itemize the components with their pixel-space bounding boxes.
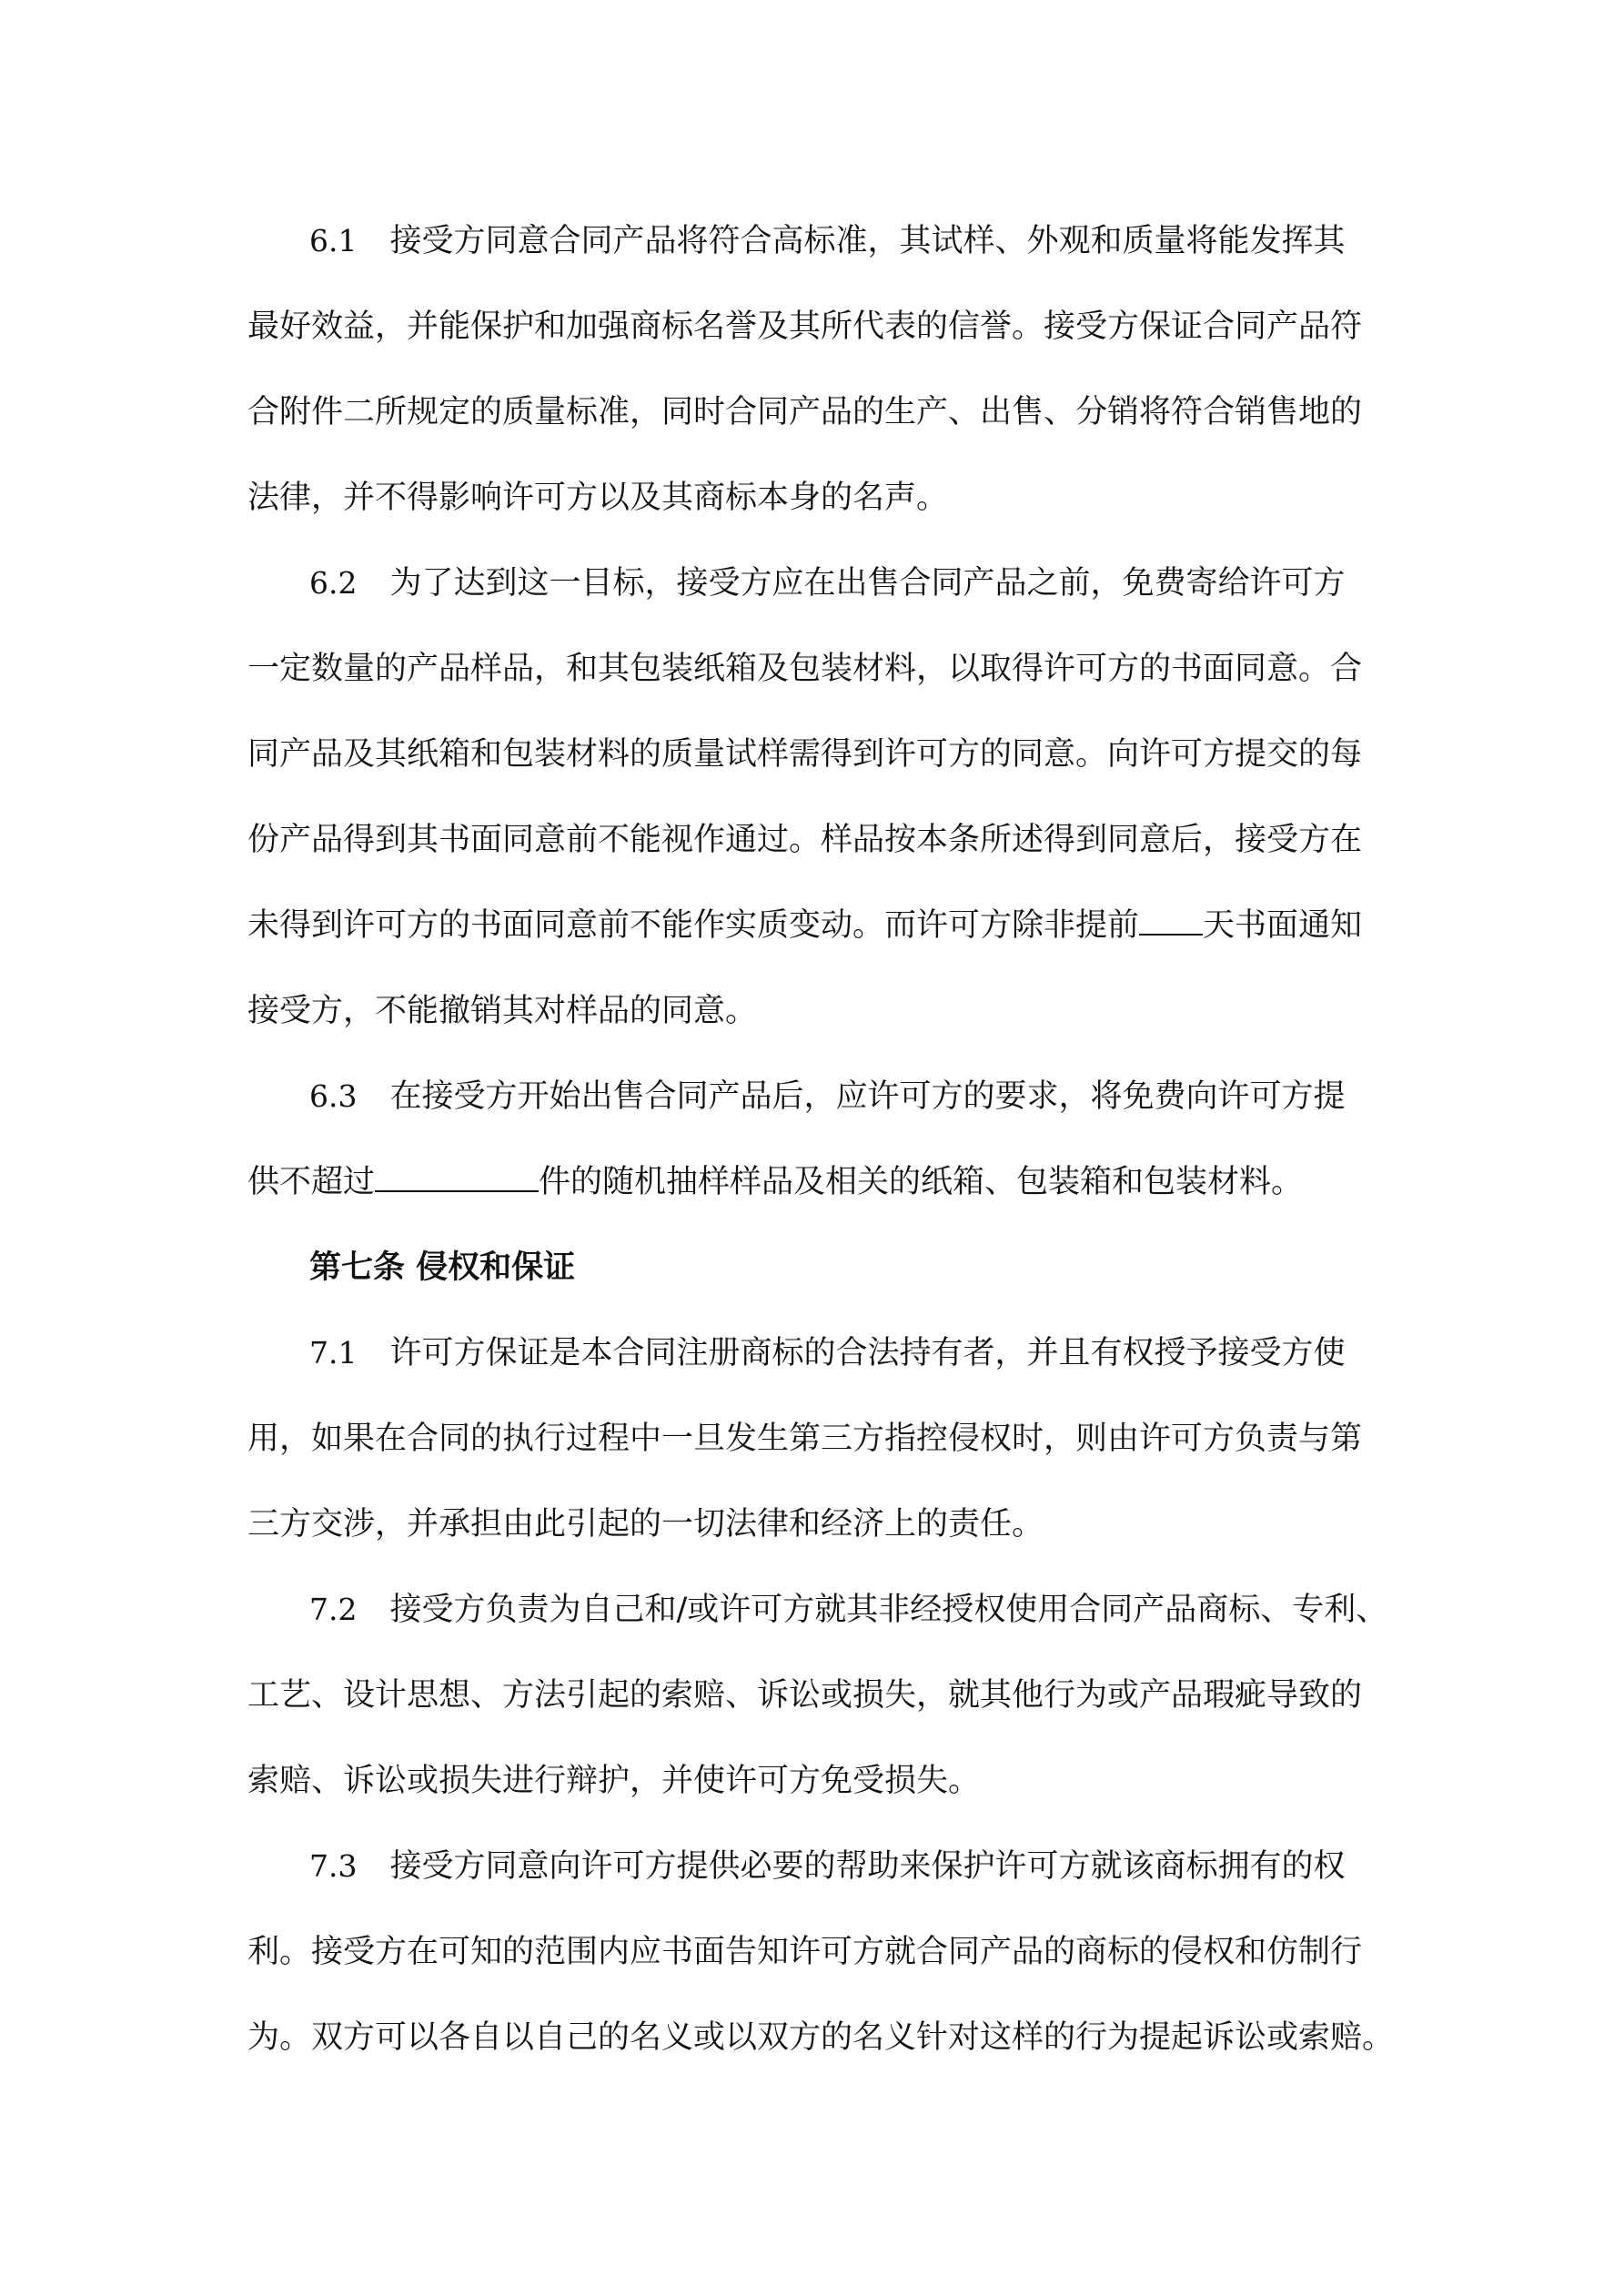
line-text: 接受方同意合同产品将符合高标准，其试样、外观和质量将能发挥其	[389, 223, 1346, 259]
paragraph-6-1-line-3: 合附件二所规定的质量标准，同时合同产品的生产、出售、分销将符合销售地的	[247, 394, 1363, 430]
paragraph-7-3-line-3: 为。双方可以各自以自己的名义或以双方的名义针对这样的行为提起诉讼或索赔。	[247, 2019, 1395, 2056]
paragraph-7-1-line-2: 用，如果在合同的执行过程中一旦发生第三方指控侵权时，则由许可方负责与第	[247, 1421, 1363, 1457]
section-heading: 第七条 侵权和保证	[309, 1249, 576, 1286]
clause-number: 7.3	[309, 1848, 358, 1884]
paragraph-7-2-line-1	[309, 1587, 1387, 1633]
line-text: 天书面通知	[1203, 907, 1363, 944]
paragraph-6-1-line-4: 法律，并不得影响许可方以及其商标本身的名声。	[247, 480, 949, 516]
paragraph-6-2-line-6: 接受方，不能撤销其对样品的同意。	[247, 993, 758, 1029]
clause-number: 7.2	[309, 1592, 358, 1627]
paragraph-6-2-line-4: 份产品得到其书面同意前不能视作通过。样品按本条所述得到同意后，接受方在	[247, 822, 1363, 858]
paragraph-6-3-line-2	[247, 1159, 1303, 1205]
clause-number: 6.3	[309, 1078, 358, 1114]
paragraph-7-3-line-2: 利。接受方在可知的范围内应书面告知许可方就合同产品的商标的侵权和仿制行	[247, 1934, 1363, 1970]
paragraph-6-1-line-2: 最好效益，并能保护和加强商标名誉及其所代表的信誉。接受方保证合同产品符	[247, 308, 1363, 345]
paragraph-6-1-line-1	[309, 218, 1346, 264]
line-text: 在接受方开始出售合同产品后，应许可方的要求，将免费向许可方提	[389, 1078, 1346, 1115]
fill-in-blank	[375, 1159, 539, 1192]
paragraph-7-2-line-2: 工艺、设计思想、方法引起的索赔、诉讼或损失，就其他行为或产品瑕疵导致的	[247, 1677, 1363, 1714]
paragraph-6-3-line-1	[309, 1074, 1346, 1119]
paragraph-6-2-line-2: 一定数量的产品样品，和其包装纸箱及包装材料，以取得许可方的书面同意。合	[247, 651, 1363, 687]
line-text: 供不超过	[247, 1164, 376, 1200]
line-text: 许可方保证是本合同注册商标的合法持有者，并且有权授予接受方使	[389, 1335, 1346, 1371]
clause-number: 6.2	[309, 565, 358, 601]
paragraph-7-3-line-1	[309, 1844, 1346, 1889]
clause-number: 7.1	[309, 1335, 358, 1371]
paragraph-7-1-line-3: 三方交涉，并承担由此引起的一切法律和经济上的责任。	[247, 1506, 1044, 1542]
paragraph-6-2-line-1	[309, 561, 1346, 606]
line-text: 接受方同意向许可方提供必要的帮助来保护许可方就该商标拥有的权	[389, 1848, 1346, 1885]
line-text: 件的随机抽样样品及相关的纸箱、包装箱和包装材料。	[539, 1164, 1304, 1200]
line-text: 未得到许可方的书面同意前不能作实质变动。而许可方除非提前	[247, 907, 1140, 944]
line-text: 为了达到这一目标，接受方应在出售合同产品之前，免费寄给许可方	[389, 565, 1346, 602]
paragraph-6-2-line-3: 同产品及其纸箱和包装材料的质量试样需得到许可方的同意。向许可方提交的每	[247, 736, 1363, 773]
paragraph-6-2-line-5	[247, 903, 1362, 948]
paragraph-7-1-line-1	[309, 1330, 1346, 1376]
line-text: 接受方负责为自己和/或许可方就其非经授权使用合同产品商标、专利、	[389, 1592, 1388, 1628]
fill-in-blank	[1139, 903, 1203, 936]
clause-number: 6.1	[309, 223, 358, 258]
paragraph-7-2-line-3: 索赔、诉讼或损失进行辩护，并使许可方免受损失。	[247, 1763, 981, 1799]
